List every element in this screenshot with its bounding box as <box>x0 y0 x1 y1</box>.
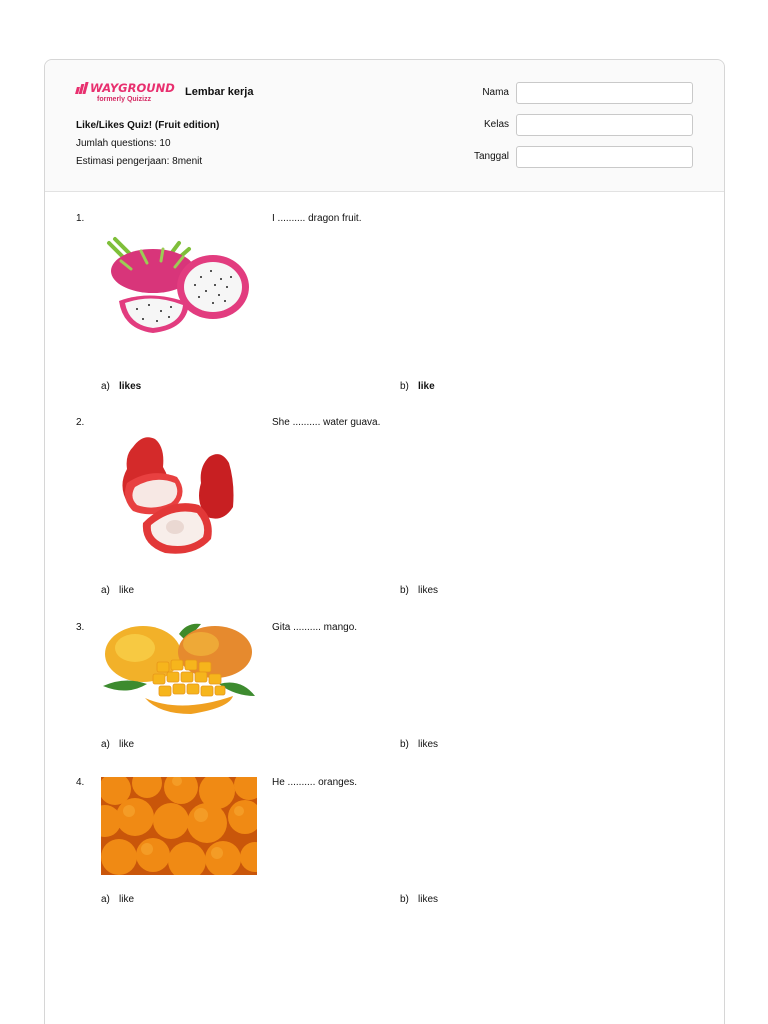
option-a[interactable]: a) like <box>101 585 135 596</box>
question-number: 2. <box>76 417 85 428</box>
brand-subtitle: formerly Quizizz <box>97 96 152 103</box>
class-label: Kelas <box>483 119 509 130</box>
question-number: 3. <box>76 622 85 633</box>
dragon-fruit-image <box>101 213 258 360</box>
oranges-image <box>101 777 257 875</box>
option-b[interactable]: b) likes <box>400 585 439 596</box>
date-label: Tanggal <box>473 151 509 162</box>
mango-image <box>101 622 258 717</box>
water-guava-image <box>115 427 255 562</box>
question-text: Gita .......... mango. <box>272 622 358 633</box>
sheet-type-title: Lembar kerja <box>185 86 254 98</box>
question-number: 1. <box>76 213 85 224</box>
option-a[interactable]: a) like <box>101 739 135 750</box>
name-label: Nama <box>482 87 509 98</box>
question-number: 4. <box>76 777 85 788</box>
worksheet <box>44 59 725 1024</box>
name-field[interactable] <box>516 82 693 104</box>
date-field[interactable] <box>516 146 693 168</box>
option-a[interactable]: a) like <box>101 894 135 905</box>
option-b[interactable]: b) likes <box>400 739 439 750</box>
worksheet-header <box>45 60 724 192</box>
question-text: I .......... dragon fruit. <box>272 213 362 224</box>
estimated-time: Estimasi pengerjaan: 8menit <box>76 156 203 167</box>
option-b[interactable]: b) like <box>400 381 435 392</box>
brand-logo <box>76 80 180 106</box>
option-a[interactable]: a) likes <box>101 381 142 392</box>
question-count: Jumlah questions: 10 <box>76 138 171 149</box>
class-field[interactable] <box>516 114 693 136</box>
question-text: He .......... oranges. <box>272 777 358 788</box>
question-text: She .......... water guava. <box>272 417 381 428</box>
quiz-title: Like/Likes Quiz! (Fruit edition) <box>76 120 220 131</box>
logo-bars-icon <box>76 82 87 94</box>
brand-name: WAYGROUND <box>90 81 175 95</box>
option-b[interactable]: b) likes <box>400 894 439 905</box>
